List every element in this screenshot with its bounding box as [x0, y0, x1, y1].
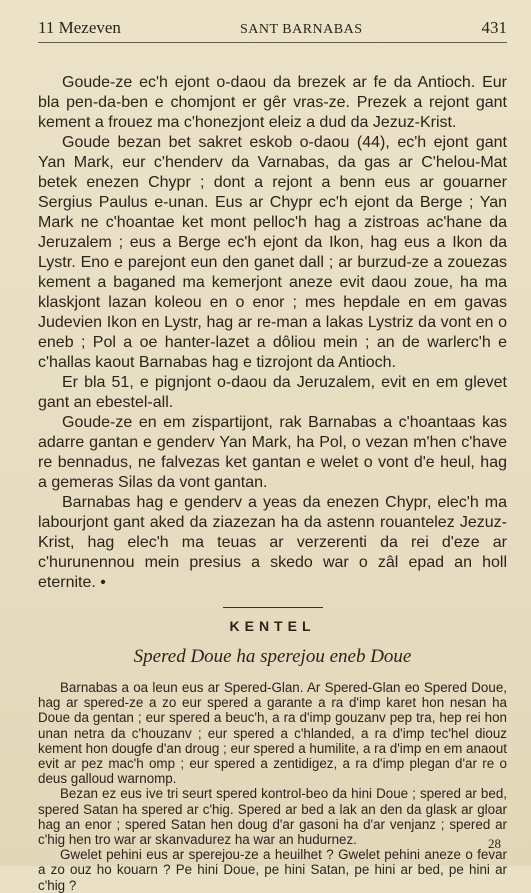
header-title: SANT BARNABAS	[239, 22, 363, 37]
section-subtitle: Spered Doue ha sperejou eneb Doue	[133, 646, 412, 667]
paragraph: Bezan ez eus ive tri seurt spered kontrol-beo da hini Doue ; spered ar bed, spered Satan ha spered ar c'hig. Spered ar bed a lak an den da glask ar gloar hag an enor ; spered Satan hen doug d'ar gasoni ha d'ar venjanz ; spered ar c'hig hen tro war ar skanvadurez ha war an hudurnez.	[38, 786, 507, 848]
main-text	[38, 73, 507, 593]
paragraph: Goude bezan bet sakret eskob o-daou (44), ec'h ejont gant Yan Mark, eur c'henderv da Varnabas, da gas ar C'helou-Mat betek enezen Chypr ; dont a rejont a benn eus ar gouarner Sergius Paulus e-unan. Eus ar Chypr ec'h ejont da Berge ; Yan Mark ne c'hoantae ket mont pelloc'h hag a zistroas ac'hane da Jeruzalem ; eus a Berge ec'h ejont da Ikon, hag eus a Ikon da Lystr. Eno e parejont eun den ganet dall ; ar burzud-ze a zouezas kement a baganed ma kemerjont aneze evit daou zoue, ha ma klaskjont lazan koleou en o enor ; mes hepdale en em gavas Judevien Ikon en Lystr, hag ar re-man a lakas Lystriz da vont en o eneb ; Pol a oe hanter-lazet a dôliou mein ; an de warlerc'h e c'hallas kaout Barnabas hag e tizrojont da Antioch.	[38, 134, 507, 371]
paragraph: Er bla 51, e pignjont o-daou da Jeruzalem, evit en em glevet gant an ebestel-all.	[38, 374, 507, 411]
paragraph: Goude-ze en em zispartijont, rak Barnabas a c'hoantaas kas adarre gantan e genderv Yan Mark, ha Pol, o vezan m'hen c'have re bennadus, ne falvezas ket gantan e welet o vont d'e heul, hag a gemeras Silas da vont gantan.	[38, 414, 507, 491]
paragraph: Barnabas hag e genderv a yeas da enezen Chypr, elec'h ma labourjont gant aked da ziazezan ha da astenn rouantelez Jezuz-Krist, hag elec'h ma teuas ar verzerenti da rei d'eze ar c'hurunennou mein presius a skedo war o zâl epad an holl eternite. •	[38, 494, 507, 591]
running-header	[38, 18, 507, 43]
lesson-text	[38, 680, 507, 893]
paragraph: Goude-ze ec'h ejont o-daou da brezek ar fe da Antioch. Eur bla pen-da-ben e chomjont er gêr vras-ze. Prezek a rejont gant kement a frouez ma c'honezjont eleiz a dud da Jezuz-Krist.	[38, 74, 507, 131]
section-divider	[223, 607, 323, 608]
page-number: 28	[488, 836, 501, 851]
paragraph: Gwelet pehini eus ar sperejou-ze a heuilhet ? Gwelet pehini aneze o fevar a zo ouz ho kouarn ? Pe hini Doue, pe hini Satan, pe hini ar bed, pe hini ar c'hig ?	[38, 847, 507, 893]
header-page-number: 431	[481, 18, 507, 37]
paragraph: Barnabas a oa leun eus ar Spered-Glan. Ar Spered-Glan eo Spered Doue, hag ar spered-ze a zo eur spered a garante a ra d'imp karet hon nesan ha Doue da gentan ; eur spered a beuc'h, a ra d'imp gouzanv pep tra, hep rei hon unan netra da c'houzanv ; eur spered a c'hlanded, a ra d'imp tec'hel diouz kement hon dougfe d'an droug ; eur spered a humilite, a ra d'imp en em anaout evit ar pez mac'h omp ; eur spered a zentidigez, a ra d'imp plegan d'ar re o deus galloud warnomp.	[38, 680, 507, 787]
header-date: 11 Mezeven	[38, 18, 121, 37]
section-heading: KENTEL	[229, 618, 316, 634]
